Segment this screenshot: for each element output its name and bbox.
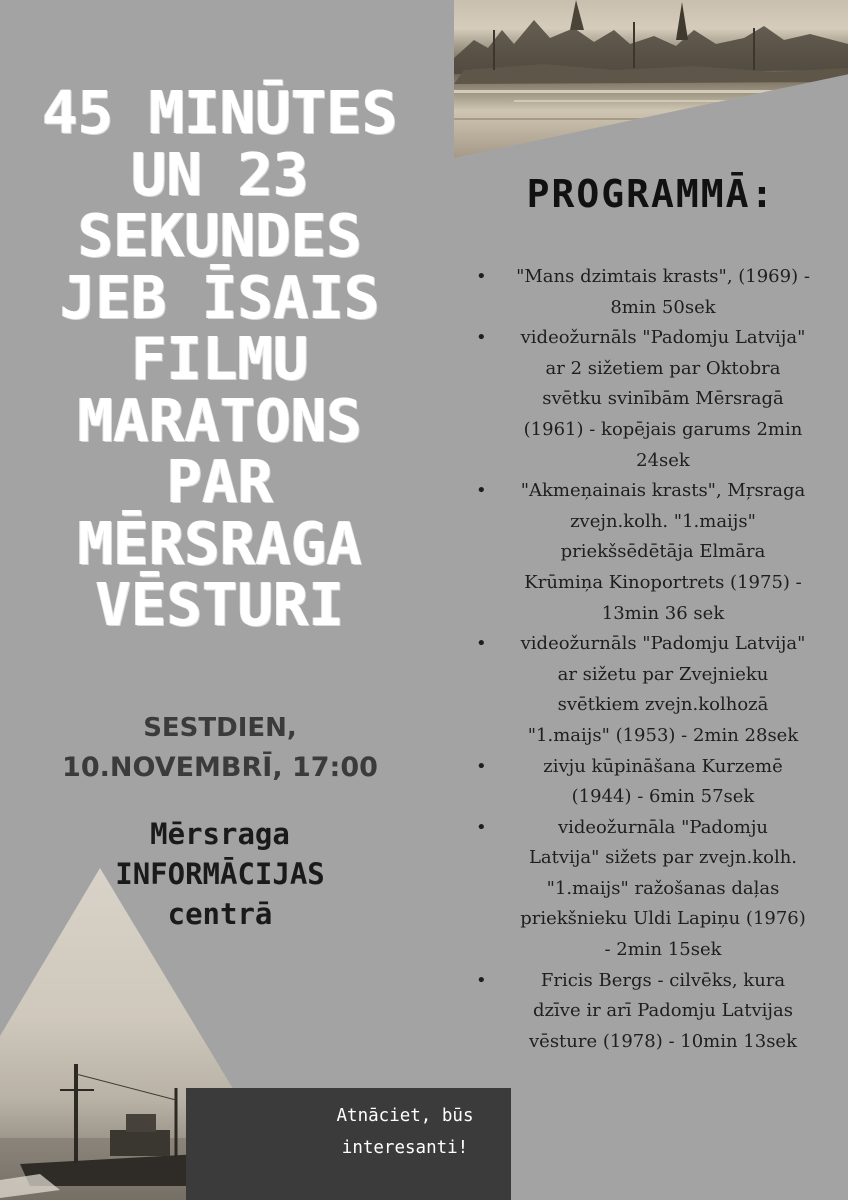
program-item-line: "1.maijs" ražošanas daļas	[546, 877, 780, 899]
venue-line: INFORMĀCIJAS	[115, 857, 325, 891]
title-line: UN 23	[131, 139, 309, 209]
title-line: MARATONS	[77, 385, 363, 455]
cta-text	[300, 1100, 510, 1164]
title-line: JEB ĪSAIS	[60, 262, 380, 332]
program-item	[470, 966, 838, 1058]
program-item-line: Latvija" sižets par zvejn.kolh.	[528, 847, 798, 869]
program-item-line: dzīve ir arī Padomju Latvijas	[533, 1000, 793, 1022]
venue-line: Mērsraga	[150, 817, 290, 851]
program-item-line: ar sižetu par Zvejnieku	[557, 663, 769, 685]
cta-line: interesanti!	[341, 1138, 469, 1158]
program-item	[470, 629, 838, 751]
program-item-line: zvejn.kolh. "1.maijs"	[570, 510, 756, 532]
bullet-icon: •	[476, 969, 487, 991]
program-item-line: ar 2 sižetiem par Oktobra	[545, 357, 781, 379]
event-date	[20, 708, 420, 788]
title-line: MĒRSRAGA	[77, 508, 363, 578]
program-item-line: (1961) - kopējais garums 2min	[523, 418, 803, 440]
program-item-line: vēsture (1978) - 10min 13sek	[529, 1030, 797, 1052]
program-item-line: videožurnāla "Padomju	[557, 816, 769, 838]
program-item	[470, 476, 838, 629]
title-line: 45 MINŪTES	[42, 78, 398, 147]
event-day: SESTDIEN,	[143, 713, 297, 743]
title-line: VĒSTURI	[95, 570, 345, 639]
program-item-line: Fricis Bergs - cilvēks, kura	[540, 969, 786, 991]
program-item	[470, 813, 838, 966]
title-line: FILMU	[131, 324, 309, 393]
shoreline-photo	[454, 0, 848, 158]
event-title	[10, 78, 430, 639]
bullet-icon: •	[476, 816, 487, 838]
bullet-icon: •	[476, 266, 487, 287]
program-item-line: 24sek	[636, 449, 690, 471]
program-item	[470, 262, 838, 323]
program-item-line: Krūmiņa Kinoportrets (1975) -	[524, 571, 802, 593]
program-item-line: priekšsēdētāja Elmāra	[560, 541, 766, 563]
program-item-line: "1.maijs" (1953) - 2min 28sek	[527, 724, 799, 746]
bullet-icon: •	[476, 480, 487, 502]
program-item-line: "Akmeņainais krasts", Mŗsraga	[520, 480, 806, 502]
event-datetime: 10.NOVEMBRĪ, 17:00	[62, 752, 378, 783]
program-item-line: videožurnāls "Padomju Latvija"	[520, 633, 806, 655]
program-heading: PROGRAMMĀ:	[526, 172, 776, 216]
bullet-icon: •	[476, 755, 487, 777]
venue-line: centrā	[167, 897, 273, 931]
bullet-icon: •	[476, 327, 487, 349]
program-item-line: videožurnāls "Padomju Latvija"	[520, 327, 806, 349]
title-line: SEKUNDES	[77, 201, 363, 270]
program-item-line: svētku svinībām Mērsragā	[542, 388, 784, 410]
program-item-line: - 2min 15sek	[604, 939, 722, 961]
program-item-line: svētkiem zvejn.kolhozā	[557, 694, 769, 716]
program-list	[470, 262, 838, 1057]
program-item	[470, 323, 838, 476]
program-item-line: zivju kūpināšana Kurzemē	[543, 755, 783, 777]
title-line: PAR	[166, 447, 274, 516]
program-item-line: "Mans dzimtais krasts", (1969) -	[516, 266, 810, 287]
cta-line: Atnāciet, būs	[336, 1106, 474, 1126]
program-item	[470, 752, 838, 813]
bullet-icon: •	[476, 633, 487, 655]
program-item-line: 8min 50sek	[610, 296, 716, 318]
program-item-line: 13min 36 sek	[601, 602, 725, 624]
program-item-line: priekšnieku Uldi Lapiņu (1976)	[520, 908, 806, 930]
program-item-line: (1944) - 6min 57sek	[571, 786, 755, 808]
